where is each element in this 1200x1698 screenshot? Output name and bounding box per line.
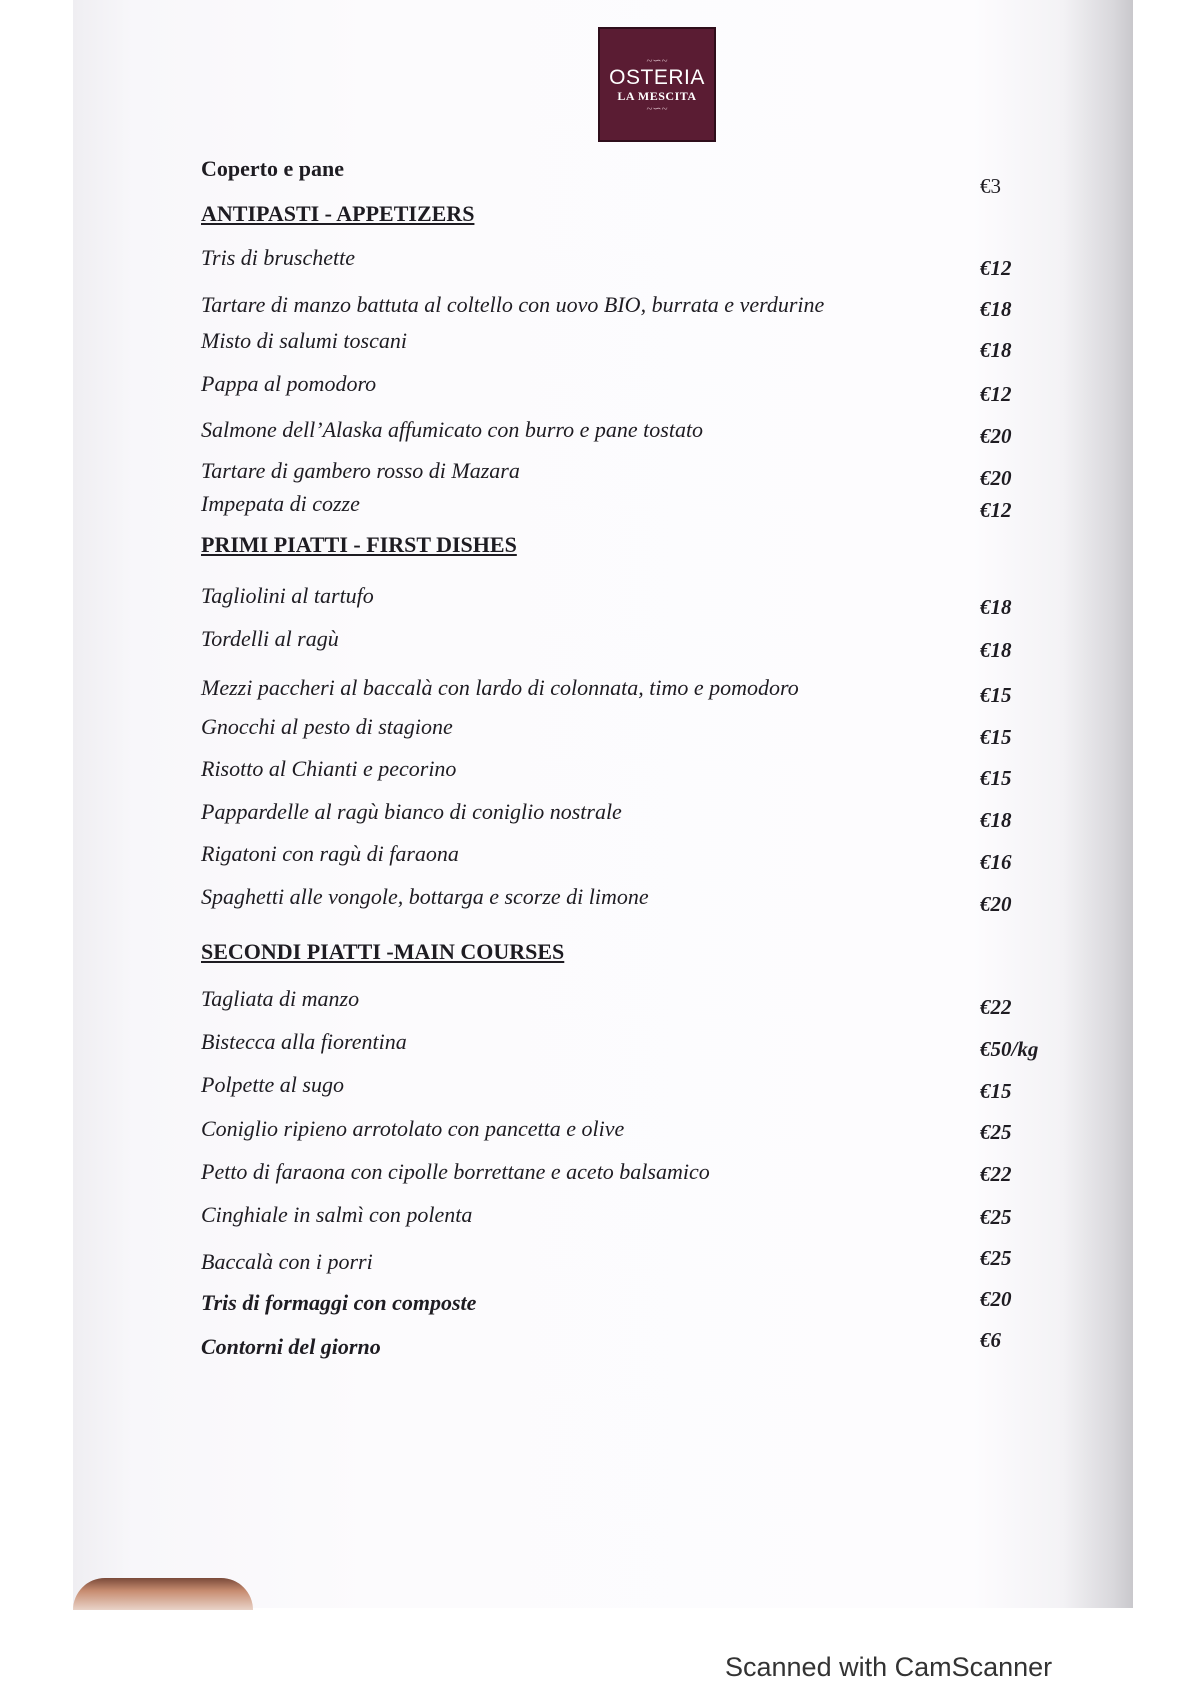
menu-item-price: €15 xyxy=(980,683,1012,707)
menu-item-name: Risotto al Chianti e pecorino xyxy=(201,756,457,781)
menu-item-price: €18 xyxy=(980,297,1012,321)
logo-line-1: OSTERIA xyxy=(609,65,705,89)
menu-item-price: €15 xyxy=(980,766,1012,790)
menu-item-name: Misto di salumi toscani xyxy=(201,328,407,353)
menu-item-price: €20 xyxy=(980,424,1012,448)
scanner-watermark: Scanned with CamScanner xyxy=(725,1652,1053,1682)
restaurant-logo xyxy=(598,27,716,142)
menu-item-price: €12 xyxy=(980,382,1012,406)
menu-item-name: Tagliata di manzo xyxy=(201,986,360,1011)
menu-item-price: €22 xyxy=(980,1162,1012,1186)
ornament-icon: ~∽~ xyxy=(646,54,668,67)
menu-item-name: Cinghiale in salmì con polenta xyxy=(201,1202,473,1227)
menu-item-name: Gnocchi al pesto di stagione xyxy=(201,714,453,739)
menu-item-price: €20 xyxy=(980,1287,1012,1311)
section-heading: SECONDI PIATTI -MAIN COURSES xyxy=(201,939,565,964)
menu-item-price: €50/kg xyxy=(980,1037,1039,1061)
logo-line-2: LA MESCITA xyxy=(617,88,697,103)
menu-item-name: Tordelli al ragù xyxy=(201,626,339,651)
menu-item-name: Spaghetti alle vongole, bottarga e scorze di limone xyxy=(201,884,649,909)
menu-item-name: Mezzi paccheri al baccalà con lardo di colonnata, timo e pomodoro xyxy=(201,675,799,700)
menu-item-name: Tris di formaggi con composte xyxy=(201,1290,477,1315)
finger-smudge xyxy=(73,1578,253,1610)
menu-item-price: €15 xyxy=(980,1079,1012,1103)
menu-item-name: Tagliolini al tartufo xyxy=(201,583,374,608)
menu-item-name: Coniglio ripieno arrotolato con pancetta e olive xyxy=(201,1116,625,1141)
menu-item-name: Polpette al sugo xyxy=(201,1072,344,1097)
menu-item-price: €20 xyxy=(980,466,1012,490)
menu-item-price: €22 xyxy=(980,995,1012,1019)
menu-item-name: Salmone dell’Alaska affumicato con burro e pane tostato xyxy=(201,417,704,442)
menu-item-price: €16 xyxy=(980,850,1012,874)
menu-item-price: €25 xyxy=(980,1205,1012,1229)
menu-item-name: Petto di faraona con cipolle borrettane e aceto balsamico xyxy=(201,1159,710,1184)
menu-item-price: €18 xyxy=(980,338,1012,362)
menu-item-price: €15 xyxy=(980,725,1012,749)
cover-charge-price: €3 xyxy=(980,174,1001,198)
menu-item-name: Pappardelle al ragù bianco di coniglio nostrale xyxy=(201,799,622,824)
menu-item-name: Tartare di gambero rosso di Mazara xyxy=(201,458,520,483)
menu-item-name: Contorni del giorno xyxy=(201,1334,381,1359)
menu-item-name: Pappa al pomodoro xyxy=(201,371,377,396)
ornament-icon: ~∽~ xyxy=(646,102,668,115)
menu-item-name: Tris di bruschette xyxy=(201,245,356,270)
menu-item-price: €18 xyxy=(980,638,1012,662)
menu-item-price: €12 xyxy=(980,498,1012,522)
menu-item-name: Impepata di cozze xyxy=(201,491,360,516)
menu-item-price: €25 xyxy=(980,1246,1012,1270)
menu-item-price: €18 xyxy=(980,595,1012,619)
menu-item-name: Rigatoni con ragù di faraona xyxy=(201,841,459,866)
cover-charge-label: Coperto e pane xyxy=(201,156,344,181)
menu-item-name: Bistecca alla fiorentina xyxy=(201,1029,407,1054)
menu-item-price: €12 xyxy=(980,256,1012,280)
menu-item-name: Tartare di manzo battuta al coltello con uovo BIO, burrata e verdurine xyxy=(201,292,825,317)
section-heading: PRIMI PIATTI - FIRST DISHES xyxy=(201,532,517,557)
section-heading: ANTIPASTI - APPETIZERS xyxy=(201,201,475,226)
menu-item-price: €6 xyxy=(980,1328,1001,1352)
menu-item-price: €18 xyxy=(980,808,1012,832)
menu-item-name: Baccalà con i porri xyxy=(201,1249,373,1274)
menu-item-price: €25 xyxy=(980,1120,1012,1144)
menu-item-price: €20 xyxy=(980,892,1012,916)
